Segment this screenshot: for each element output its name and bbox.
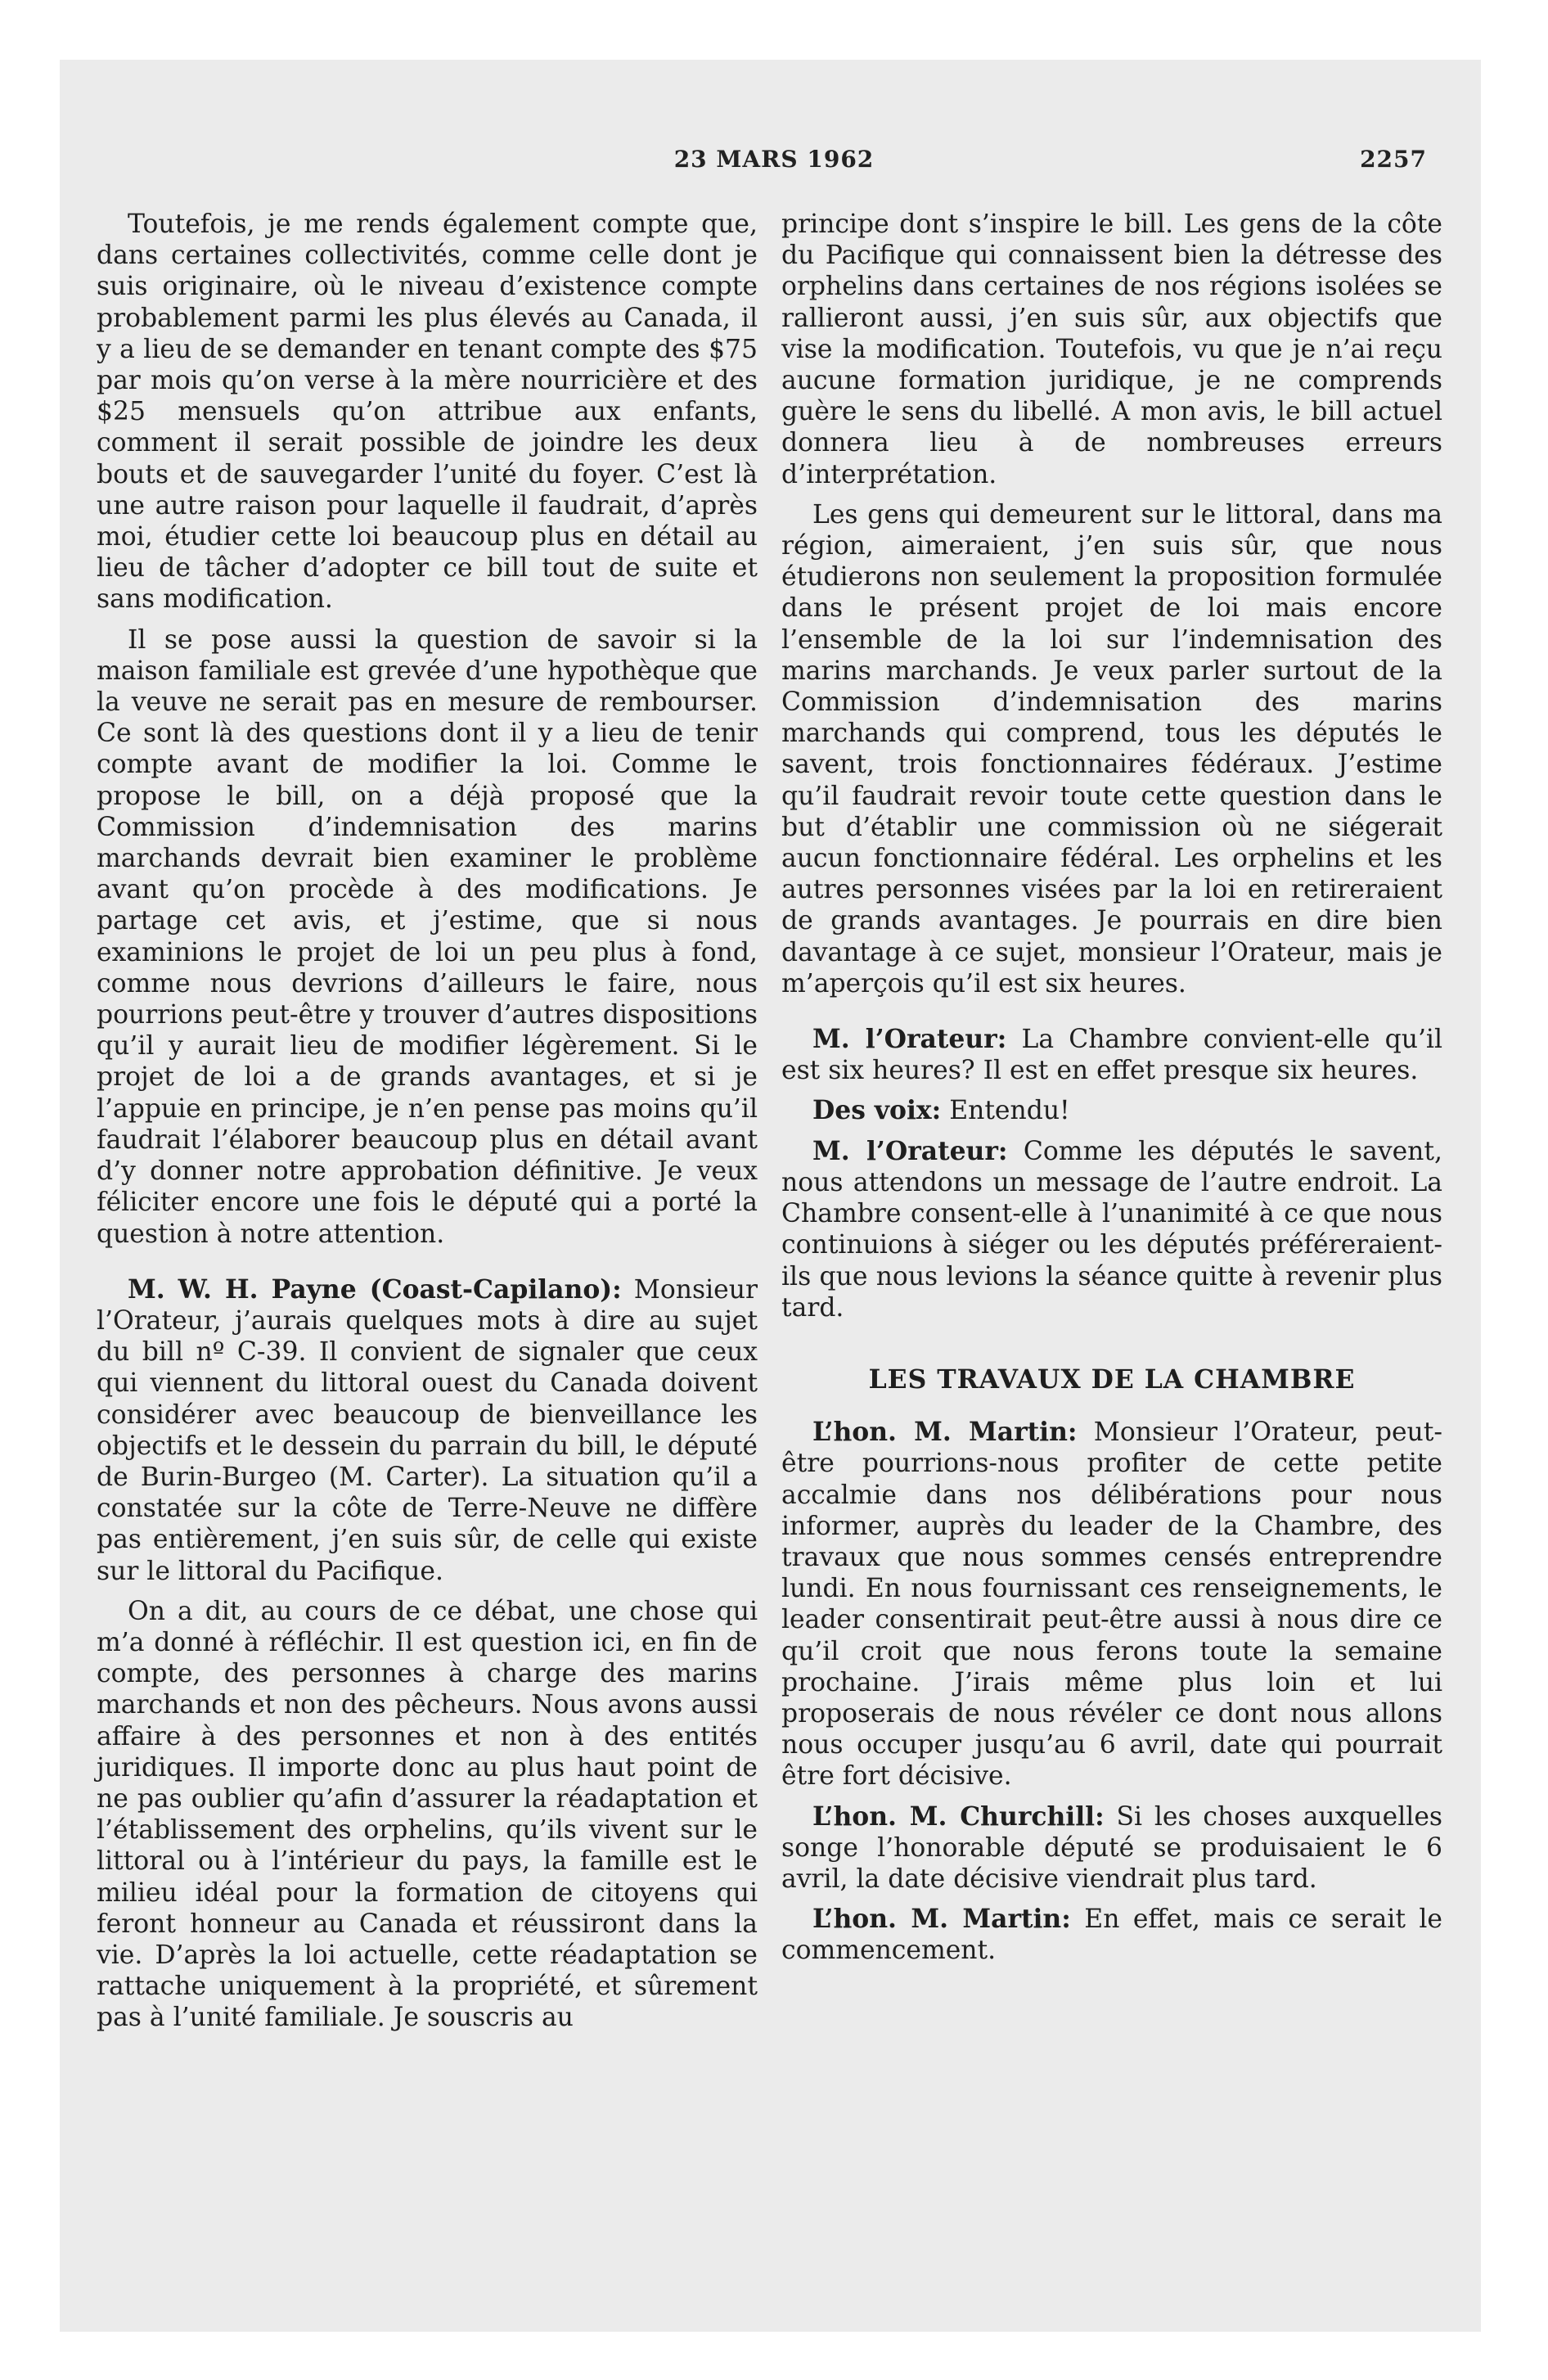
speaker-name: L’hon. M. Churchill:	[812, 1801, 1105, 1832]
speech-martin	[781, 1904, 1442, 1966]
speech-text: En effet, mais ce serait le commencement.	[781, 1904, 1442, 1966]
speech-text: Entendu!	[949, 1096, 1070, 1126]
paragraph: On a dit, au cours de ce débat, une chose qui m’a donné à réfléchir. Il est question ici, en fin de compte, des personnes à charge des marins marchands et non des pêcheurs. Nous avons aussi affaire à des personnes et non à des entités juridiques. Il importe donc au plus haut point de ne pas oublier qu’afin d’assurer la réadaptation et l’établissement des orphelins, qu’ils vivent sur le littoral ou à l’intérieur du pays, la famille est le milieu idéal pour la formation de citoyens qui feront honneur au Canada et réussiront dans la vie. D’après la loi actuelle, cette réadaptation se rattache uniquement à la propriété, et sûrement pas à l’unité familiale. Je souscris au	[97, 1596, 758, 2033]
section-heading: LES TRAVAUX DE LA CHAMBRE	[868, 1364, 1356, 1395]
speaker-name: Des voix:	[812, 1096, 942, 1126]
speech-martin	[781, 1417, 1442, 1792]
page-date: 23 MARS 1962	[673, 146, 875, 173]
paragraph: Les gens qui demeurent sur le littoral, dans ma région, aimeraient, j’en suis sûr, que nous étudierons non seulement la proposition formulée dans le présent projet de loi mais encore l’ensemble de la loi sur l’indemnisation des marins marchands. Je veux parler surtout de la Commission d’indemnisation des marins marchands qui comprend, tous les députés le savent, trois fonctionnaires fédéraux. J’estime qu’il faudrait revoir toute cette question dans le but d’établir une commission où ne siégerait aucun fonctionnaire fédéral. Les orphelins et les autres personnes visées par la loi en retireraient de grands avantages. Je pourrais en dire bien davantage à ce sujet, monsieur l’Orateur, mais je m’aperçois qu’il est six heures.	[781, 499, 1442, 998]
speech-orateur	[781, 1136, 1442, 1323]
speech-churchill	[781, 1801, 1442, 1895]
page-number: 2257	[1360, 146, 1427, 173]
left-column	[97, 209, 758, 2043]
speech-text: Monsieur l’Orateur, j’aurais quelques mots à dire au sujet du bill nº C-39. Il convient de signaler que ceux qui viennent du littoral ouest du Canada doivent considérer avec beaucoup de bienveillance les objectifs et le dessein du parrain du bill, le député de Burin-Burgeo (M. Carter). La situation qu’il a constatée sur la côte de Terre-Neuve ne diffère pas entièrement, j’en suis sûr, de celle qui existe sur le littoral du Pacifique.	[97, 1274, 758, 1586]
speech-orateur	[781, 1024, 1442, 1086]
speech-text: Si les choses auxquelles songe l’honorable député se produisaient le 6 avril, la date décisive viendrait plus tard.	[781, 1801, 1443, 1894]
speaker-name: M. l’Orateur:	[812, 1136, 1008, 1166]
speaker-name: M. l’Orateur:	[812, 1025, 1007, 1055]
speech-payne	[97, 1274, 758, 1587]
speaker-name: L’hon. M. Martin:	[812, 1418, 1078, 1448]
paragraph: Toutefois, je me rends également compte que, dans certaines collectivités, comme celle dont je suis originaire, où le niveau d’existence compte probablement parmi les plus élevés au Canada, il y a lieu de se demander en tenant compte des $75 par mois qu’on verse à la mère nourricière et des $25 mensuels qu’on attribue aux enfants, comment il serait possible de joindre les deux bouts et de sauvegarder l’unité du foyer. C’est là une autre raison pour laquelle il faudrait, d’après moi, étudier cette loi beaucoup plus en détail au lieu de tâcher d’adopter ce bill tout de suite et sans modification.	[97, 210, 758, 615]
speaker-name: M. W. H. Payne (Coast-Capilano):	[128, 1274, 622, 1305]
right-column	[781, 209, 1442, 1976]
speech-text: La Chambre convient-elle qu’il est six heures? Il est en effet presque six heures.	[781, 1025, 1442, 1086]
speech-text: Comme les députés le savent, nous attendons un message de l’autre endroit. La Chambre consent-elle à l’unanimité à ce que nous continuions à siéger ou les députés préféreraient-ils que nous levions la séance quitte à revenir plus tard.	[781, 1136, 1442, 1323]
paragraph: Il se pose aussi la question de savoir si la maison familiale est grevée d’une hypothèque que la veuve ne serait pas en mesure de rembourser. Ce sont là des questions dont il y a lieu de tenir compte avant de modifier la loi. Comme le propose le bill, on a déjà proposé que la Commission d’indemnisation des marins marchands devrait bien examiner le problème avant qu’on procède à des modifications. Je partage cet avis, et j’estime, que si nous examinions le projet de loi un peu plus à fond, comme nous devrions d’ailleurs le faire, nous pourrions peut-être y trouver d’autres dispositions qu’il y aurait lieu de modifier légèrement. Si le projet de loi a de grands avantages, et si je l’appuie en principe, je n’en pense pas moins qu’il faudrait l’élaborer beaucoup plus en détail avant d’y donner notre approbation définitive. Je veux féliciter encore une fois le député qui a porté la question à notre attention.	[97, 624, 758, 1249]
speech-text: Monsieur l’Orateur, peut-être pourrions-nous profiter de cette petite accalmie dans nos délibérations pour nous informer, auprès du leader de la Chambre, des travaux que nous sommes censés entreprendre lundi. En nous fournissant ces renseignements, le leader consentirait peut-être aussi à nous dire ce qu’il croit que nous ferons toute la semaine prochaine. J’irais même plus loin et lui proposerais de nous révéler ce dont nous allons nous occuper jusqu’au 6 avril, date qui pourrait être fort décisive.	[781, 1418, 1442, 1792]
speech-voix	[781, 1095, 1442, 1126]
running-head	[0, 146, 1548, 182]
speaker-name: L’hon. M. Martin:	[812, 1904, 1071, 1935]
paragraph: principe dont s’inspire le bill. Les gens de la côte du Pacifique qui connaissent bien la détresse des orphelins dans certaines de nos régions isolées se rallieront aussi, j’en suis sûr, aux objectifs que vise la modification. Toutefois, vu que je n’ai reçu aucune formation juridique, je ne comprends guère le sens du libellé. A mon avis, le bill actuel donnera lieu à de nombreuses erreurs d’interprétation.	[781, 210, 1442, 489]
